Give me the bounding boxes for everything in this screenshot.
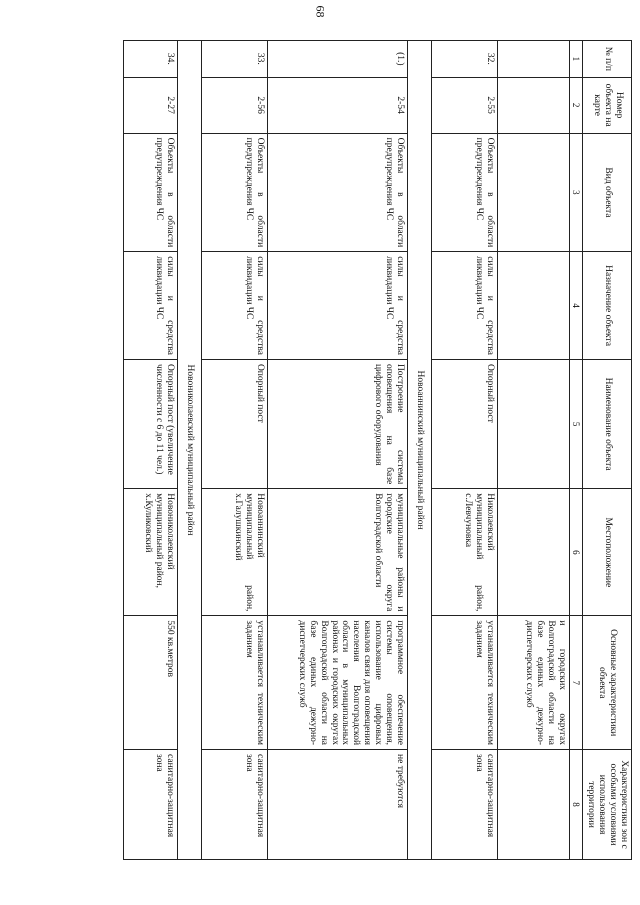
cell-name: Опорный пост (увеличение численности с 6 до 11 чел.)	[124, 359, 178, 488]
column-number: 7	[569, 616, 582, 750]
cell-num: (1.)	[268, 41, 408, 78]
cell-num: 33.	[202, 41, 268, 78]
column-number-row	[569, 41, 582, 860]
cell-kind: Объекты в области предупреждения ЧС	[124, 133, 178, 252]
cell-purpose: силы и средства ликвидации ЧС	[268, 252, 408, 360]
cell-kind: Объекты в области предупреждения ЧС	[268, 133, 408, 252]
column-number: 4	[569, 252, 582, 360]
section-row	[408, 41, 432, 860]
cell-empty	[497, 41, 569, 78]
cell-location: Новониколаевский муниципальный район, х.Куликовский	[124, 489, 178, 616]
cell-num: 32.	[431, 41, 497, 78]
cell-name: Опорный пост	[202, 359, 268, 488]
cell-zones: не требуются	[268, 750, 408, 860]
cell-characteristics: 550 кв.метров	[124, 616, 178, 750]
table-row	[431, 41, 497, 860]
table-row	[202, 41, 268, 860]
cell-name: Опорный пост	[431, 359, 497, 488]
cell-characteristics: и городских округах Волгоградской области на базе единых дежурно-диспетчерских служб	[497, 616, 569, 750]
cell-purpose: силы и средства ликвидации ЧС	[202, 252, 268, 360]
cell-characteristics: устанавливается техническим заданием	[431, 616, 497, 750]
cell-map-no: 2-55	[431, 77, 497, 133]
column-number: 8	[569, 750, 582, 860]
cell-location: Николаевский муниципальный район, с.Левчуновка	[431, 489, 497, 616]
section-title: Новониколаевский муниципальный район	[178, 41, 202, 860]
section-title: Новоаннинский муниципальный район	[408, 41, 432, 860]
cell-map-no: 2-54	[268, 77, 408, 133]
cell-location: Новоаннинский муниципальный район, х.Галушкинский	[202, 489, 268, 616]
cell-purpose: силы и средства ликвидации ЧС	[431, 252, 497, 360]
cell-empty	[497, 489, 569, 616]
header-cell: Местоположение	[583, 489, 632, 616]
table-row-continuation	[497, 41, 569, 860]
header-row	[583, 41, 632, 860]
rotated-table-canvas	[77, 40, 632, 860]
column-number: 2	[569, 77, 582, 133]
cell-kind: Объекты в области предупреждения ЧС	[431, 133, 497, 252]
column-number: 5	[569, 359, 582, 488]
column-number: 6	[569, 489, 582, 616]
objects-table	[123, 40, 632, 860]
header-cell: Номер объекта на карте	[583, 77, 632, 133]
cell-empty	[497, 133, 569, 252]
page-number: 68	[313, 5, 328, 18]
header-cell: Характеристики зон с особыми условиями использования территории	[583, 750, 632, 860]
cell-zones: санитарно-защитная зона	[431, 750, 497, 860]
cell-purpose: силы и средства ликвидации ЧС	[124, 252, 178, 360]
cell-empty	[497, 77, 569, 133]
column-number: 3	[569, 133, 582, 252]
cell-map-no: 2-56	[202, 77, 268, 133]
cell-name: Построение системы оповещения на базе цифрового оборудования	[268, 359, 408, 488]
cell-location: муниципальные районы и городские округа Волгоградской области	[268, 489, 408, 616]
cell-empty	[497, 750, 569, 860]
cell-characteristics: программное обеспечение системы оповещения, использование цифровых каналов связи для оповещения населения Волгоградской области в муниципальных районах и городских округах Волгоградской области на базе единых дежурно-диспетчерских служб	[268, 616, 408, 750]
column-number: 1	[569, 41, 582, 78]
header-cell: Основные характеристики объекта	[583, 616, 632, 750]
cell-empty	[497, 252, 569, 360]
section-row	[178, 41, 202, 860]
header-cell: Назначение объекта	[583, 252, 632, 360]
cell-map-no: 2-27	[124, 77, 178, 133]
table-row	[124, 41, 178, 860]
cell-characteristics: устанавливается техническим заданием	[202, 616, 268, 750]
cell-zones: санитарно-защитная зона	[124, 750, 178, 860]
header-cell: Вид объекта	[583, 133, 632, 252]
cell-empty	[497, 359, 569, 488]
cell-zones: санитарно-защитная зона	[202, 750, 268, 860]
header-cell: № п/п	[583, 41, 632, 78]
table-row	[268, 41, 408, 860]
cell-kind: Объекты в области предупреждения ЧС	[202, 133, 268, 252]
header-cell: Наименование объекта	[583, 359, 632, 488]
cell-num: 34.	[124, 41, 178, 78]
